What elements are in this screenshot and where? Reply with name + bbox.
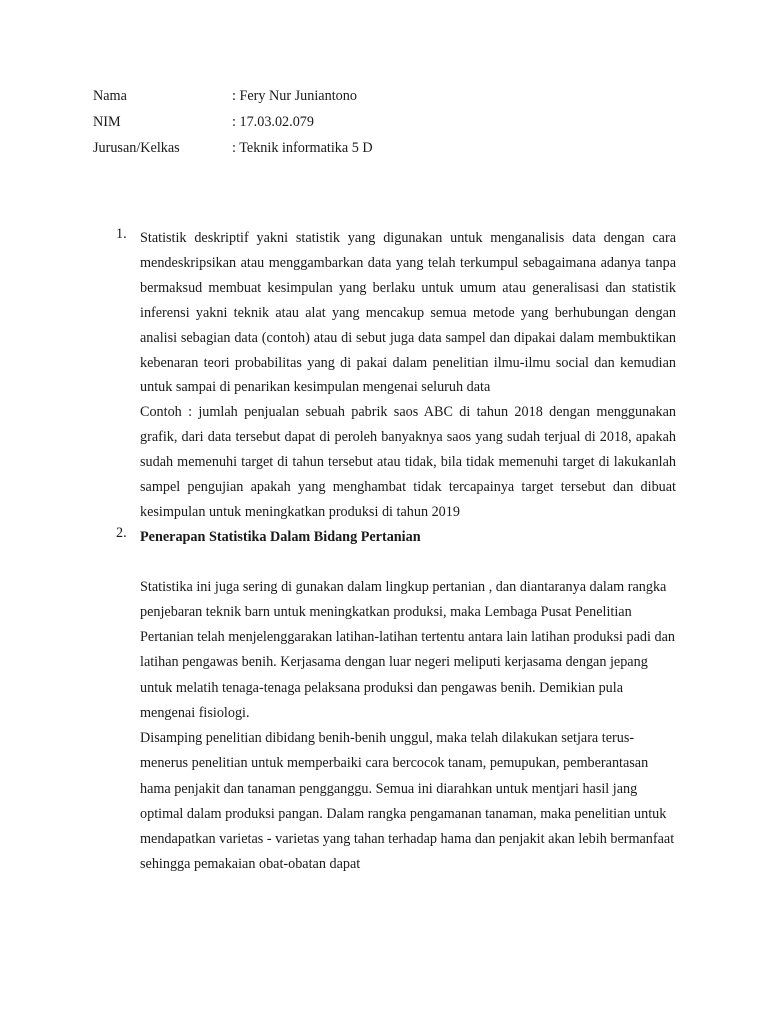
example-paragraph: Contoh : jumlah penjualan sebuah pabrik saos ABC di tahun 2018 dengan menggunakan grafik, dari data tersebut dapat di peroleh banyaknya saos yang sudah terjual di 2018, apakah sudah memenuhi target di tahun tersebut atau tidak, bila tidak memenuhi target di lakukanlah sampel pengujian apakah yang menghambat tidak tercapainya target tersebut dan dibuat kesimpulan untuk meningkatkan produksi di tahun 2019: [140, 404, 676, 520]
item-number: 1.: [116, 226, 127, 242]
class-label: Jurusan/Kelkas: [93, 140, 180, 156]
nim-label: NIM: [93, 114, 121, 130]
name-label: Nama: [93, 88, 127, 104]
descriptive-inferential-paragraph: Statistik deskriptif yakni statistik yang digunakan untuk menganalisis data dengan cara mendeskripsikan atau menggambarkan data yang telah terkumpul sebagaimana adanya tanpa bermaksud membuat kesimpulan yang berlaku untuk umum atau generalisasi dan statistik inferensi yakni teknik atau alat yang mencakup semua metode yang berhubungan dengan analisi sebagian data (contoh) atau di sebut juga data sampel dan dipakai dalam membuktikan kebenaran teori probabilitas yang di pakai dalam penelitian ilmu-ilmu social dan kemudian untuk sampai di penarikan kesimpulan mengenai seluruh data: [140, 230, 676, 396]
agriculture-paragraph: Statistika ini juga sering di gunakan dalam lingkup pertanian , dan diantaranya dalam rangka penjebaran teknik barn untuk meningkatkan produksi, maka Lembaga Pusat Penelitian Pertanian telah menjelenggarakan latihan-latihan tertentu antara lain latihan produksi padi dan latihan pengawas benih. Kerjasama dengan luar negeri meliputi kerjasama dengan jepang untuk melatih tenaga-tenaga pelaksana produksi dan pengawas benih. Demikian pula mengenai fisiologi.: [140, 578, 675, 721]
class-value: : Teknik informatika 5 D: [232, 140, 373, 156]
answer-item-1: [116, 226, 676, 525]
class-row: [93, 138, 513, 164]
answer-item-2: [116, 525, 676, 877]
item-number: 2.: [116, 524, 127, 541]
name-value: : Fery Nur Juniantono: [232, 88, 357, 104]
research-paragraph: Disamping penelitian dibidang benih-benih unggul, maka telah dilakukan setjara terus-menerus penelitian untuk memperbaiki cara bercocok tanam, pemupukan, pemberantasan hama penjakit dan tanaman pengganggu. Semua ini diarahkan untuk mentjari hasil jang optimal dalam produksi pangan. Dalam rangka pengamanan tanaman, maka penelitian untuk mendapatkan varietas - varietas yang tahan terhadap hama dan penjakit akan lebih bermanfaat sehingga pemakaian obat-obatan dapat: [140, 730, 675, 873]
answer-list: [116, 226, 676, 877]
name-row: [93, 86, 513, 112]
nim-row: [93, 112, 513, 138]
student-info-header: [93, 86, 513, 164]
section-heading: Penerapan Statistika Dalam Bidang Pertanian: [140, 528, 421, 545]
nim-value: : 17.03.02.079: [232, 114, 314, 130]
